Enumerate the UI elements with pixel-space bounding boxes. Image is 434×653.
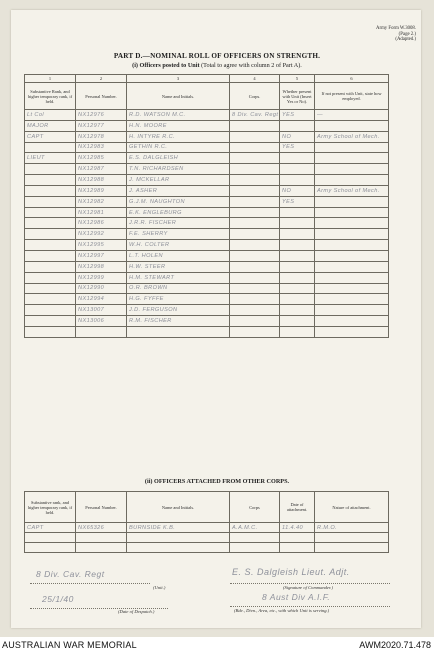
table-cell [280, 218, 315, 229]
table-cell [230, 294, 280, 305]
table-cell: R.M.O. [315, 523, 389, 533]
column-header: Whether present with Unit (Insert Yes or No). [280, 83, 315, 110]
table-cell [315, 533, 389, 543]
table-cell: NX12982 [76, 196, 127, 207]
table-cell: NX12995 [76, 240, 127, 251]
table-cell [315, 305, 389, 316]
column-header: If not present with Unit, state how employed. [315, 83, 389, 110]
table-row [25, 261, 389, 272]
table-cell: 11.4.40 [280, 523, 315, 533]
table-cell: NX12985 [76, 153, 127, 164]
table-row [25, 196, 389, 207]
table-cell: T.N. RICHARDSEN [127, 164, 230, 175]
table-cell [25, 196, 76, 207]
footer-accession-number: AWM2020.71.478 [359, 640, 431, 650]
part-title: PART D.—NOMINAL ROLL OF OFFICERS ON STRENGTH. [113, 52, 321, 60]
table-cell [315, 543, 389, 553]
table-cell [315, 316, 389, 327]
section2-title: (ii) OFFICERS ATTACHED FROM OTHER CORPS. [144, 478, 290, 485]
table-cell [315, 283, 389, 294]
table-cell [280, 175, 315, 186]
table-cell [25, 283, 76, 294]
unit-value: 8 Div. Cav. Regt [36, 569, 105, 579]
column-header: Substantive rank, and higher temporary rank, if held. [25, 492, 76, 523]
table-cell: J. ASHER [127, 185, 230, 196]
table-cell [280, 229, 315, 240]
table-cell: G.J.M. NAUGHTON [127, 196, 230, 207]
table-cell: NX12977 [76, 120, 127, 131]
table-cell [25, 326, 76, 337]
table-cell [230, 185, 280, 196]
table-cell [25, 294, 76, 305]
table-cell [76, 533, 127, 543]
table-cell: Army School of Mech. [315, 131, 389, 142]
table-row [25, 175, 389, 186]
section1-heading: (i) Officers posted to Unit [132, 62, 200, 69]
table-cell: Lt Col [25, 110, 76, 121]
despatch-date-label: (Date of Despatch.) [118, 609, 155, 614]
formation-label: (Bde., Divn., Area, etc., with which Unit is serving.) [234, 608, 330, 613]
table-cell [315, 218, 389, 229]
table-cell [230, 326, 280, 337]
table-row [25, 240, 389, 251]
table-cell: J.R.R. FISCHER [127, 218, 230, 229]
table-cell: NX12987 [76, 164, 127, 175]
table-cell [25, 218, 76, 229]
table-cell: NX12976 [76, 110, 127, 121]
table-row [25, 294, 389, 305]
table-cell: BURNSIDE K.B. [127, 523, 230, 533]
table-cell: E.S. DALGLEISH [127, 153, 230, 164]
table-cell: CAPT [25, 523, 76, 533]
table-cell: GETHIN R.C. [127, 142, 230, 153]
table-cell [230, 283, 280, 294]
table-cell [25, 261, 76, 272]
section1-title [0, 62, 434, 69]
column-header: Personal Number. [76, 492, 127, 523]
table-cell: NX12998 [76, 261, 127, 272]
table-cell: NX12983 [76, 142, 127, 153]
table-row [25, 283, 389, 294]
table-cell [230, 316, 280, 327]
table-cell [25, 305, 76, 316]
table-cell: CAPT [25, 131, 76, 142]
column-header: Corps. [230, 83, 280, 110]
table-cell [230, 196, 280, 207]
table-cell: NX12986 [76, 218, 127, 229]
table-cell [230, 229, 280, 240]
table-cell [76, 543, 127, 553]
table-cell: NX12994 [76, 294, 127, 305]
table-cell [25, 250, 76, 261]
table-cell [25, 316, 76, 327]
table-cell [315, 196, 389, 207]
column-number: 5 [280, 75, 315, 83]
table-row [25, 305, 389, 316]
table-cell [280, 305, 315, 316]
table-cell: MAJOR [25, 120, 76, 131]
table-cell: YES [280, 142, 315, 153]
despatch-date-value: 25/1/40 [42, 594, 74, 604]
table-cell [230, 305, 280, 316]
table-row [25, 250, 389, 261]
table-cell [127, 533, 230, 543]
table-cell: NX12990 [76, 283, 127, 294]
table-row [25, 120, 389, 131]
table-cell [25, 272, 76, 283]
table-cell [127, 543, 230, 553]
table-cell [280, 326, 315, 337]
table-cell: H. INTYRE R.C. [127, 131, 230, 142]
table-cell: L.T. HOLEN [127, 250, 230, 261]
table-cell: NX12989 [76, 185, 127, 196]
table-cell [280, 294, 315, 305]
table-cell [230, 218, 280, 229]
table-cell [315, 240, 389, 251]
table-cell [315, 175, 389, 186]
table-cell [230, 142, 280, 153]
table-cell [230, 533, 280, 543]
table-row [25, 153, 389, 164]
table-cell [25, 533, 76, 543]
attached-header-row [25, 492, 389, 523]
table-row [25, 523, 389, 533]
table-cell [315, 153, 389, 164]
table-cell [230, 164, 280, 175]
table-cell [25, 229, 76, 240]
table-cell: NX13007 [76, 305, 127, 316]
table-cell: NX13006 [76, 316, 127, 327]
table-cell [230, 131, 280, 142]
table-cell [280, 120, 315, 131]
table-cell [315, 207, 389, 218]
table-cell [315, 326, 389, 337]
table-cell: J.D. FERGUSON [127, 305, 230, 316]
column-header: Corps [230, 492, 280, 523]
table-cell: E.K. ENGLEBURG [127, 207, 230, 218]
table-cell [280, 272, 315, 283]
table-cell [315, 250, 389, 261]
column-header: Personal Number. [76, 83, 127, 110]
table-row [25, 164, 389, 175]
table-cell [127, 326, 230, 337]
table-cell: H.W. STEER [127, 261, 230, 272]
table-row [25, 110, 389, 121]
table-cell: NX12997 [76, 250, 127, 261]
table-row [25, 533, 389, 543]
form-number: Army Form W.3008. [376, 26, 416, 31]
table-cell: O.R. BROWN [127, 283, 230, 294]
column-header: Name and Initials. [127, 83, 230, 110]
table-cell [230, 261, 280, 272]
table-cell: LIEUT [25, 153, 76, 164]
column-header-row [25, 83, 389, 110]
table-cell [280, 240, 315, 251]
column-number: 1 [25, 75, 76, 83]
table-row [25, 131, 389, 142]
formation-value: 8 Aust Div A.I.F. [262, 592, 331, 602]
table-cell: A.A.M.C. [230, 523, 280, 533]
table-cell: R.M. FISCHER [127, 316, 230, 327]
table-cell [230, 250, 280, 261]
table-cell [230, 120, 280, 131]
table-cell [25, 185, 76, 196]
column-header: Date of attachment. [280, 492, 315, 523]
table-cell: H.M. STEWART [127, 272, 230, 283]
table-cell [230, 543, 280, 553]
table-cell: J. MCKELLAR [127, 175, 230, 186]
table-cell [280, 164, 315, 175]
table-cell [315, 294, 389, 305]
table-cell [25, 175, 76, 186]
table-cell [230, 153, 280, 164]
table-cell [25, 164, 76, 175]
table-row [25, 543, 389, 553]
table-cell [280, 261, 315, 272]
table-row [25, 218, 389, 229]
table-cell [76, 326, 127, 337]
table-cell [280, 207, 315, 218]
table-cell: NX65326 [76, 523, 127, 533]
table-cell [230, 272, 280, 283]
table-cell [280, 153, 315, 164]
table-cell: H.N. MOORE [127, 120, 230, 131]
column-number: 4 [230, 75, 280, 83]
table-cell [280, 533, 315, 543]
table-cell: 8 Div. Cav. Regt [230, 110, 280, 121]
table-cell [315, 261, 389, 272]
table-cell [25, 543, 76, 553]
table-cell: W.H. COLTER [127, 240, 230, 251]
table-cell [280, 543, 315, 553]
column-header: Name and Initials. [127, 492, 230, 523]
table-cell [315, 229, 389, 240]
table-cell: H.G. FYFFE [127, 294, 230, 305]
table-cell [25, 142, 76, 153]
table-cell: F.E. SHERRY [127, 229, 230, 240]
table-row [25, 185, 389, 196]
table-cell [315, 120, 389, 131]
table-cell: R.D. WATSON M.C. [127, 110, 230, 121]
table-cell [280, 283, 315, 294]
table-cell [25, 240, 76, 251]
commander-signature: E. S. Dalgleish Lieut. Adjt. [232, 567, 350, 577]
officers-posted-table [24, 74, 389, 338]
unit-label: (Unit.) [153, 585, 166, 590]
table-cell: — [315, 110, 389, 121]
footer-institution: AUSTRALIAN WAR MEMORIAL [2, 640, 137, 650]
table-cell [230, 240, 280, 251]
table-cell [230, 207, 280, 218]
form-adapted-note: (Adapted.) [395, 37, 416, 43]
table-cell: NX12992 [76, 229, 127, 240]
column-header: Nature of attachment. [315, 492, 389, 523]
column-header: Substantive Rank, and higher temporary rank, if held. [25, 83, 76, 110]
officers-attached-table [24, 491, 389, 553]
table-cell: NO [280, 131, 315, 142]
table-cell: NX12988 [76, 175, 127, 186]
formation-line [230, 606, 390, 607]
table-cell [315, 164, 389, 175]
column-number-row [25, 75, 389, 83]
column-number: 2 [76, 75, 127, 83]
table-cell [25, 207, 76, 218]
table-cell: NX12981 [76, 207, 127, 218]
table-cell [280, 316, 315, 327]
table-row [25, 316, 389, 327]
column-number: 6 [315, 75, 389, 83]
unit-line [30, 583, 150, 584]
table-row [25, 272, 389, 283]
table-cell: NX12978 [76, 131, 127, 142]
table-cell: NX12999 [76, 272, 127, 283]
section1-note: (Total to agree with column 2 of Part A). [201, 62, 302, 69]
officers-posted-body [25, 110, 389, 338]
signature-line [230, 583, 390, 584]
table-cell: YES [280, 196, 315, 207]
table-row [25, 207, 389, 218]
table-row [25, 229, 389, 240]
officers-attached-body [25, 523, 389, 553]
table-row [25, 326, 389, 337]
table-row [25, 142, 389, 153]
table-cell [280, 250, 315, 261]
column-number: 3 [127, 75, 230, 83]
table-cell: NO [280, 185, 315, 196]
form-page-number: (Page 2.) [398, 31, 416, 37]
signature-label: (Signature of Commander.) [283, 585, 333, 590]
table-cell [315, 142, 389, 153]
table-cell: Army School of Mech. [315, 185, 389, 196]
table-cell [230, 175, 280, 186]
table-cell [315, 272, 389, 283]
form-reference [376, 26, 416, 43]
table-cell: YES [280, 110, 315, 121]
